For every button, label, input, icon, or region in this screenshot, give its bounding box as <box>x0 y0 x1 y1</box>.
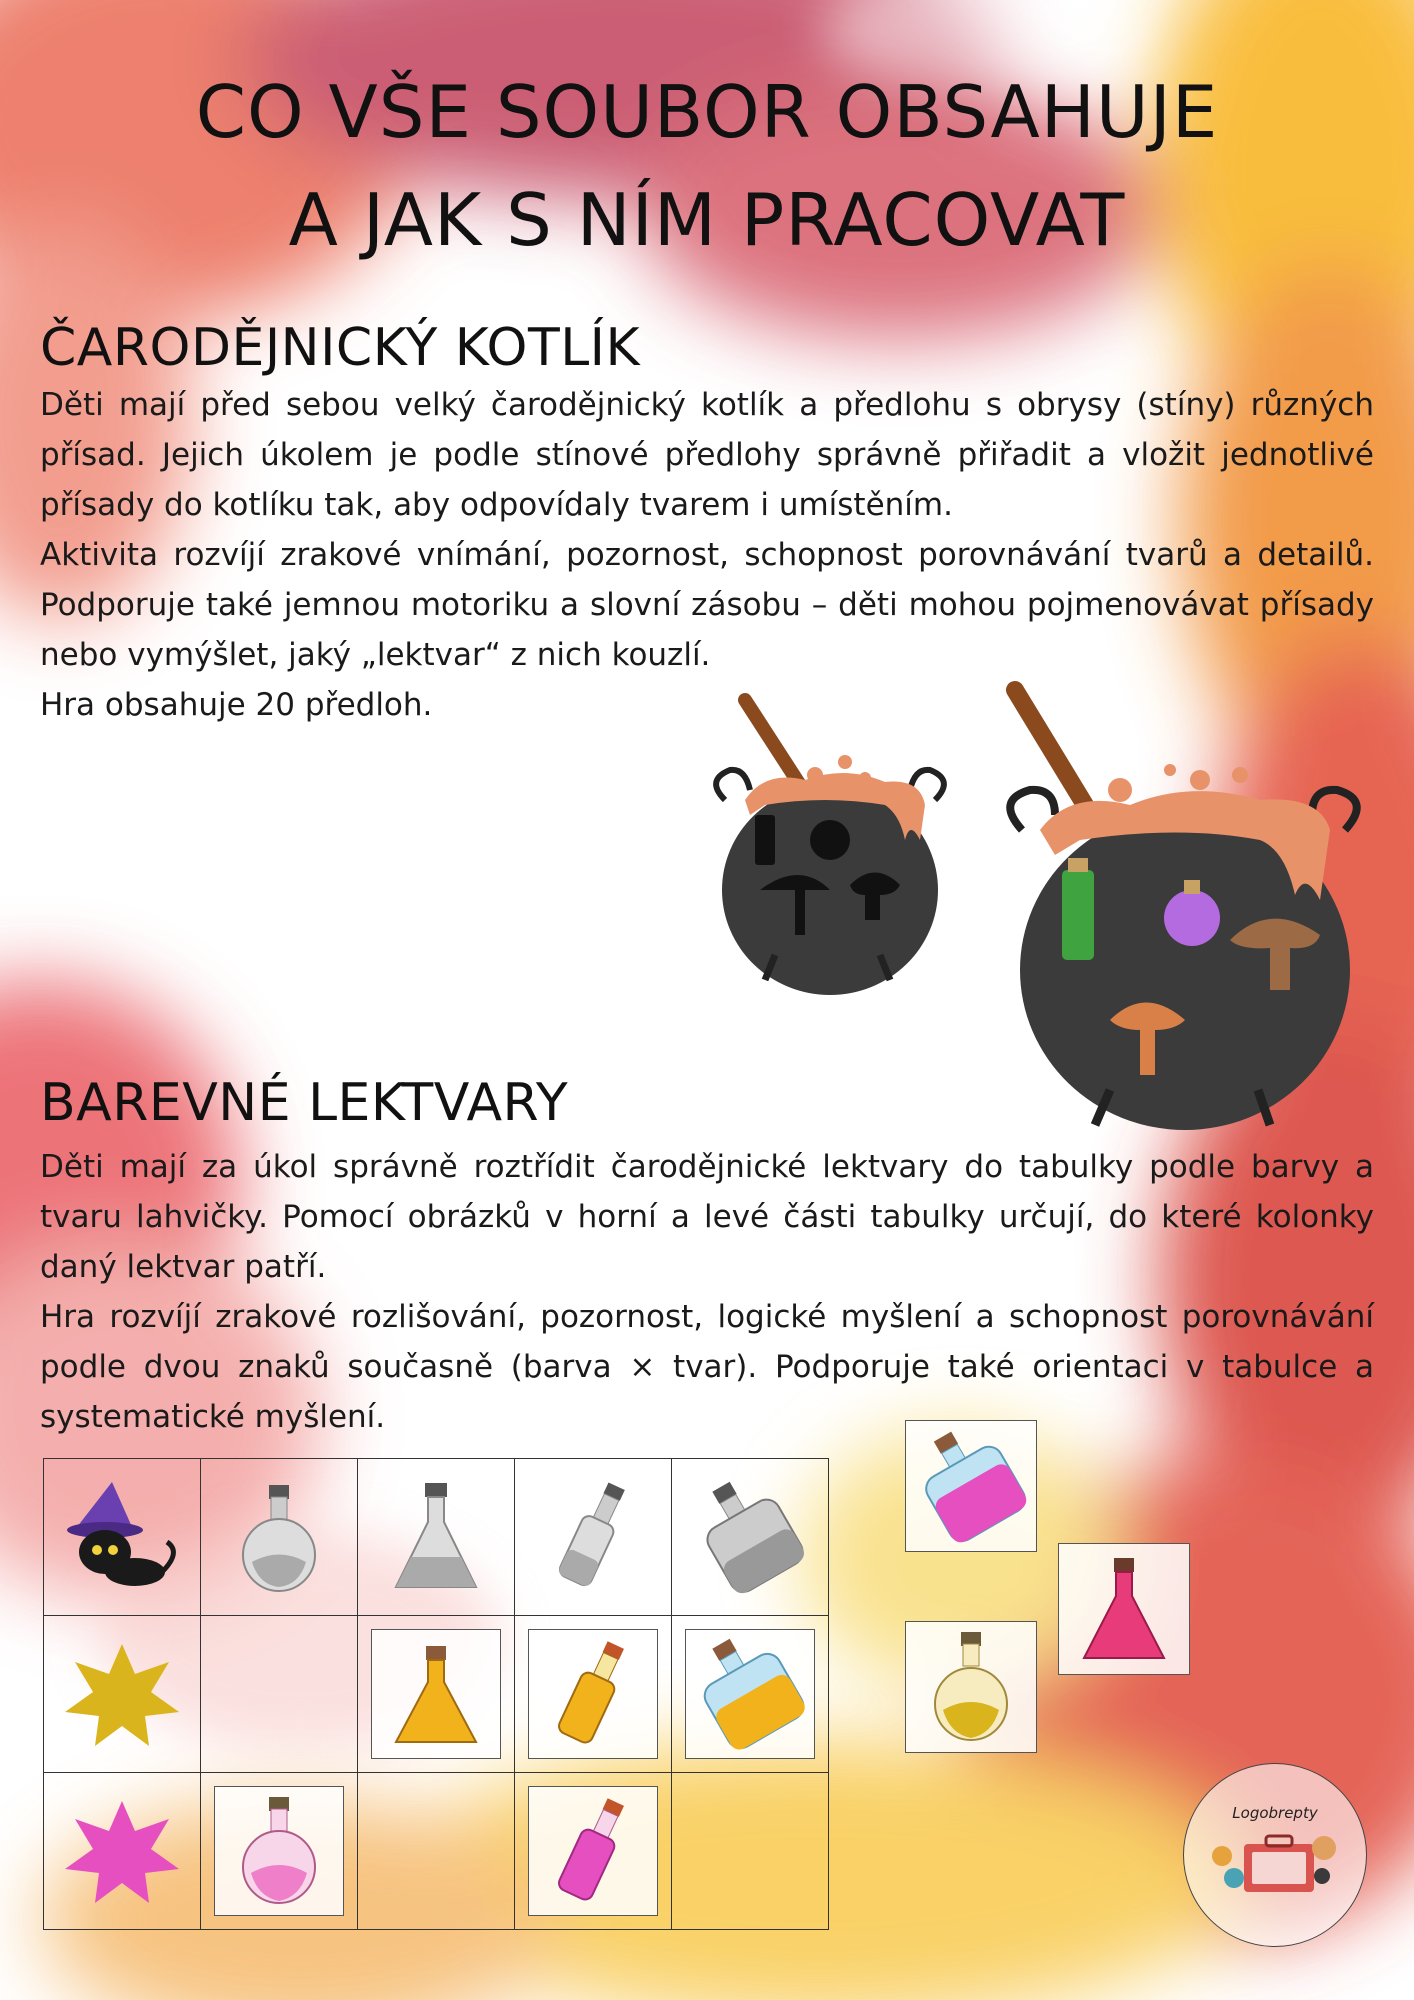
loose-potion-card[interactable] <box>1058 1543 1190 1675</box>
cone-flask-icon <box>381 1477 491 1597</box>
yellow-cone-potion-icon <box>372 1630 500 1758</box>
table-cell <box>201 1459 358 1616</box>
potion-card[interactable] <box>214 1786 344 1916</box>
table-cell[interactable] <box>358 1616 515 1773</box>
table-cell <box>44 1773 201 1930</box>
yellow-round-potion-icon <box>906 1622 1036 1752</box>
table-row <box>44 1773 829 1930</box>
pink-tall-potion-icon <box>529 1787 657 1915</box>
potion-card[interactable] <box>528 1786 658 1916</box>
table-cell[interactable] <box>515 1616 672 1773</box>
pink-flat-potion-icon <box>906 1421 1036 1551</box>
potion-sorting-table <box>43 1458 829 1930</box>
table-cell[interactable] <box>672 1773 829 1930</box>
potions-benefits: Hra rozvíjí zrakové rozlišování, pozornost, logické myšlení a schopnost porovnávání podle dvou znaků současně (barva × tvar). Podporuje také orientaci v tabulce a systematické myšlení. <box>40 1299 1374 1435</box>
tall-bottle-icon <box>538 1477 648 1597</box>
table-cell <box>358 1459 515 1616</box>
title-line-2: A JAK S NÍM PRACOVAT <box>288 178 1126 262</box>
potion-card[interactable] <box>685 1629 815 1759</box>
page-title <box>0 58 1414 274</box>
pink-cone-potion-icon <box>1059 1544 1189 1674</box>
potion-card[interactable] <box>371 1629 501 1759</box>
loose-potion-card[interactable] <box>905 1621 1037 1753</box>
round-flask-icon <box>224 1477 334 1597</box>
table-row <box>44 1459 829 1616</box>
pink-round-potion-icon <box>215 1787 343 1915</box>
table-cell[interactable] <box>201 1616 358 1773</box>
table-cell <box>44 1616 201 1773</box>
cauldron-description: Děti mají před sebou velký čarodějnický kotlík a předlohu s obrysy (stíny) různých přísad. Jejich úkolem je podle stínové předlohy správně přiřadit a vložit jednotlivé přísady do kotlíku tak, aby odpovídaly tvarem i umístěním. <box>40 387 1374 523</box>
loose-potion-card[interactable] <box>905 1420 1037 1552</box>
table-cell[interactable] <box>515 1773 672 1930</box>
table-cell <box>672 1459 829 1616</box>
yellow-splash-icon <box>57 1634 187 1754</box>
title-line-1: CO VŠE SOUBOR OBSAHUJE <box>195 70 1219 154</box>
table-row <box>44 1616 829 1773</box>
witch-cat-icon <box>57 1472 187 1602</box>
flat-bottle-icon <box>685 1477 815 1597</box>
section-heading-cauldron: ČARODĚJNICKÝ KOTLÍK <box>40 318 641 378</box>
logo-text: Logobrepty <box>1232 1804 1318 1822</box>
filled-cauldron-illustration <box>1000 680 1370 1140</box>
table-cell <box>515 1459 672 1616</box>
cauldron-benefits: Aktivita rozvíjí zrakové vnímání, pozornost, schopnost porovnávání tvarů a detailů. Podporuje také jemnou motoriku a slovní zásobu – děti mohou pojmenovávat přísady nebo vymýšlet, jaký „lektvar“ z nich kouzlí. <box>40 537 1374 673</box>
table-cell[interactable] <box>672 1616 829 1773</box>
section-heading-potions: BAREVNÉ LEKTVARY <box>40 1073 569 1133</box>
yellow-tall-potion-icon <box>529 1630 657 1758</box>
potion-card[interactable] <box>528 1629 658 1759</box>
brand-logo <box>1183 1763 1367 1947</box>
table-cell[interactable] <box>358 1773 515 1930</box>
shadow-cauldron-illustration <box>705 690 955 1000</box>
table-cell[interactable] <box>201 1773 358 1930</box>
suitcase-icon <box>1204 1826 1346 1906</box>
yellow-flat-potion-icon <box>686 1630 814 1758</box>
potions-description: Děti mají za úkol správně roztřídit čarodějnické lektvary do tabulky podle barvy a tvaru lahvičky. Pomocí obrázků v horní a levé části tabulky určují, do které kolonky daný lektvar patří. <box>40 1149 1374 1285</box>
cauldron-count: Hra obsahuje 20 předloh. <box>40 687 433 723</box>
table-cell <box>44 1459 201 1616</box>
pink-splash-icon <box>57 1791 187 1911</box>
